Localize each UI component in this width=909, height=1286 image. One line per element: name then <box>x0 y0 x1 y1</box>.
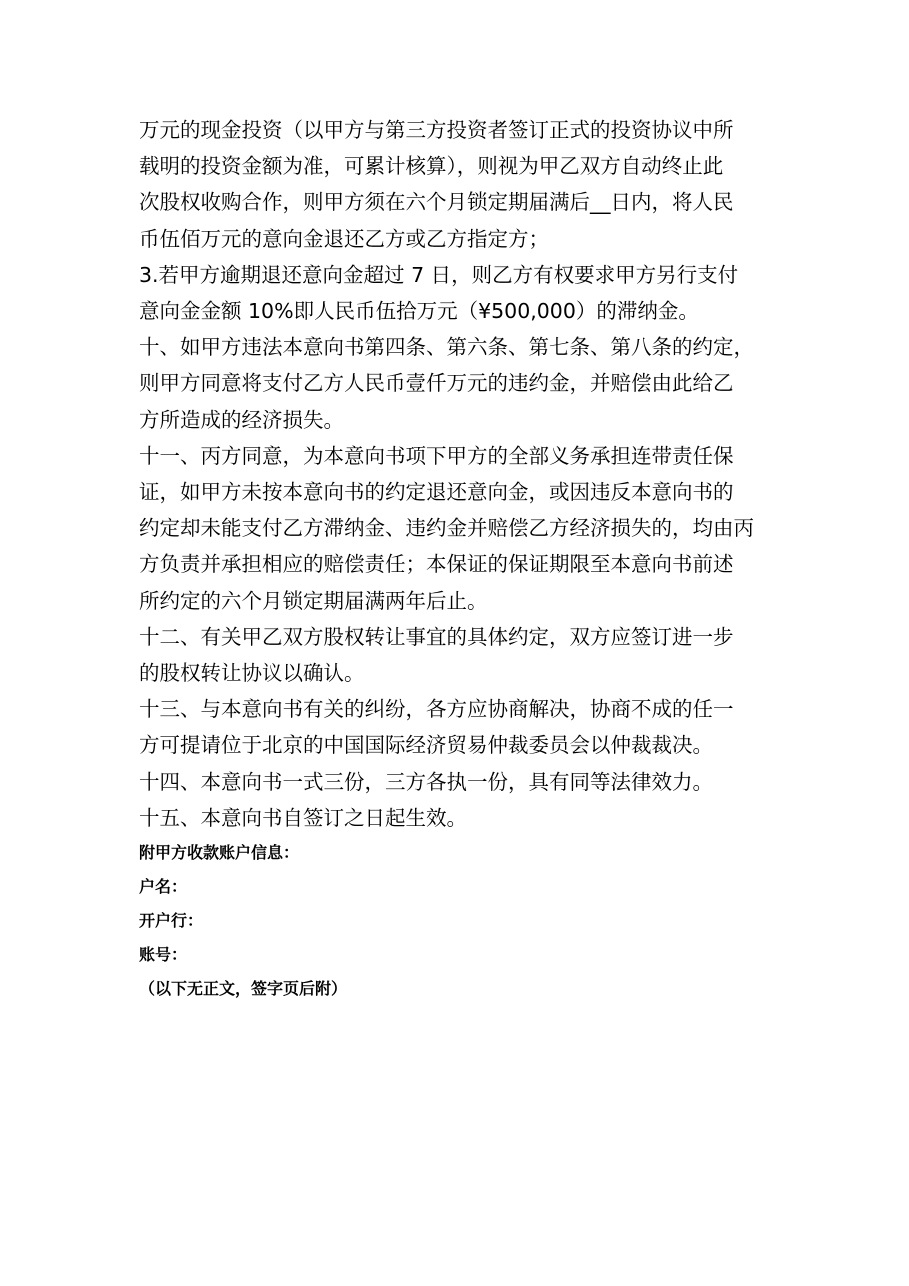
account-info-heading: 附甲方收款账户信息： <box>139 843 300 863</box>
clause-paragraph <box>139 329 779 438</box>
clause-paragraph <box>139 800 779 836</box>
bank-label: 开户行： <box>139 911 204 931</box>
text-line: 3.若甲方逾期退还意向金超过 7 日，则乙方有权要求甲方另行支付 <box>139 262 739 287</box>
text-line: 十、如甲方违法本意向书第四条、第六条、第七条、第八条的约定， <box>139 335 754 360</box>
text-line: 万元的现金投资（以甲方与第三方投资者签订正式的投资协议中所 <box>139 118 734 142</box>
clause-paragraph <box>139 257 779 329</box>
text-line: 方所造成的经济损失。 <box>139 407 344 432</box>
text-line: 十二、有关甲乙双方股权转让事宜的具体约定，双方应签订进一步 <box>139 624 734 649</box>
text-line: 则甲方同意将支付乙方人民币壹仟万元的违约金，并赔偿由此给乙 <box>139 371 734 396</box>
text-line: 所约定的六个月锁定期届满两年后止。 <box>139 588 488 613</box>
clause-paragraph <box>139 764 779 800</box>
document-body <box>139 112 779 1006</box>
account-name-label: 户名： <box>139 877 188 897</box>
text-line: 十四、本意向书一式三份，三方各执一份，具有同等法律效力。 <box>139 769 713 794</box>
clause-paragraph <box>139 619 779 691</box>
text-line: 证，如甲方未按本意向书的约定退还意向金，或因违反本意向书的 <box>139 480 734 505</box>
clause-paragraph <box>139 691 779 763</box>
text-line: 十三、与本意向书有关的纠纷，各方应协商解决，协商不成的任一 <box>139 697 734 722</box>
text-line: 约定却未能支付乙方滞纳金、违约金并赔偿乙方经济损失的，均由丙 <box>139 516 754 541</box>
text-line: 十五、本意向书自签订之日起生效。 <box>139 805 467 830</box>
clause-list <box>139 112 779 836</box>
clause-paragraph <box>139 112 779 257</box>
text-line: 方可提请位于北京的中国国际经济贸易仲裁委员会以仲裁裁决。 <box>139 733 713 758</box>
text-line: 的股权转让协议以确认。 <box>139 661 365 686</box>
clause-paragraph <box>139 438 779 619</box>
text-line: 十一、丙方同意，为本意向书项下甲方的全部义务承担连带责任保 <box>139 443 734 468</box>
closing-note: （以下无正文，签字页后附） <box>139 979 348 999</box>
text-line: 币伍佰万元的意向金退还乙方或乙方指定方； <box>139 226 549 251</box>
account-number-label: 账号： <box>139 945 188 965</box>
text-line: 意向金金额 10%即人民币伍拾万元（¥500,000）的滞纳金。 <box>139 299 699 324</box>
text-line: 次股权收购合作，则甲方须在六个月锁定期届满后__日内，将人民 <box>139 190 734 215</box>
text-line: 方负责并承担相应的赔偿责任；本保证的保证期限至本意向书前述 <box>139 552 734 577</box>
text-line: 载明的投资金额为准，可累计核算），则视为甲乙双方自动终止此 <box>139 154 724 179</box>
